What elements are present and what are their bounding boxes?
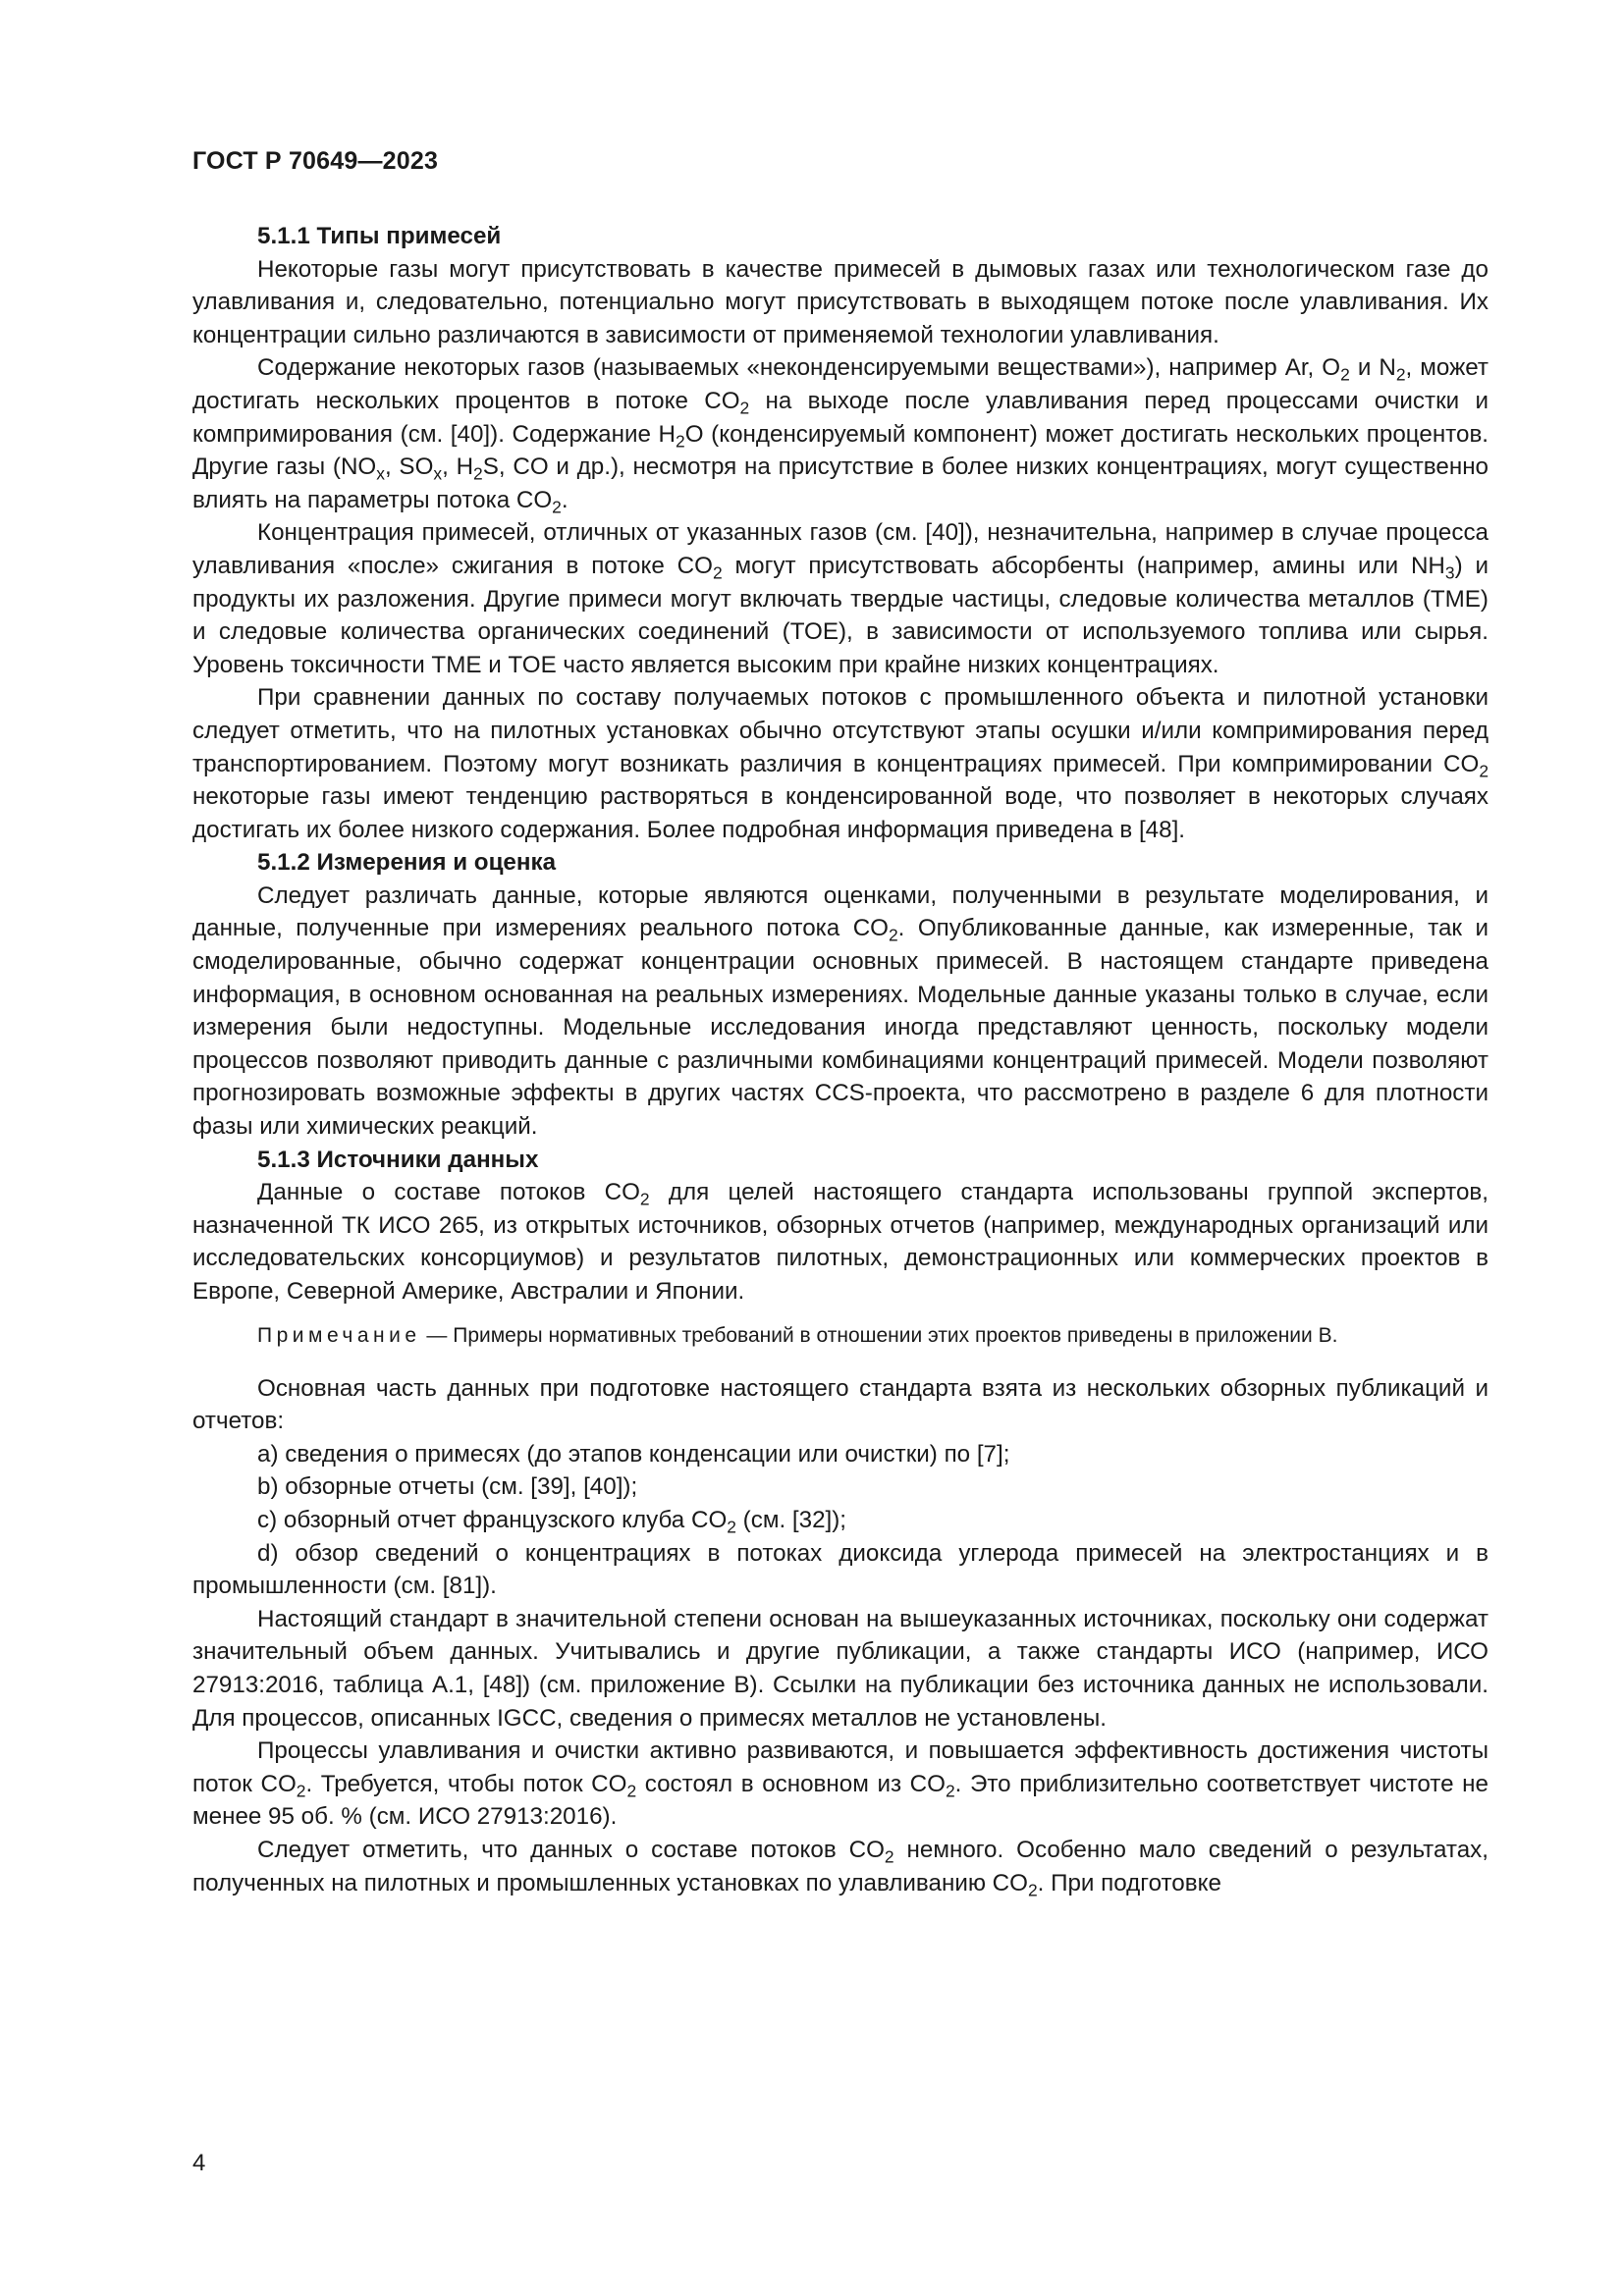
paragraph: Концентрация примесей, отличных от указанных газов (см. [40]), незначительна, например в случае процесса улавливания «после» сжигания в потоке $CO_2$ могут присутствовать абсорбенты (например, амины или $NH_3$) и продукты их разложения. Другие примеси могут включать твердые частицы, следовые количества металлов (TME) и следовые количества органических соединений (TOE), в зависимости от используемого топлива или сырья. Уровень токсичности TME и TOE часто является высоким при крайне низких концентрациях. bbox=[192, 519, 1489, 678]
list-item: d) обзор сведений о концентрациях в потоках диоксида углерода примесей на электростанциях и в промышленности (см. [81]). bbox=[192, 1539, 1489, 1600]
paragraph: Следует различать данные, которые являются оценками, полученными в результате моделирования, и данные, полученные при измерениях реального потока $CO_2$. Опубликованные данные, как измеренные, так и смоделированные, обычно содержат концентрации основных примесей. В настоящем стандарте приведена информация, в основном основанная на реальных измерениях. Модельные данные указаны только в случае, если измерения были недоступны. Модельные исследования иногда представляют ценность, поскольку модели процессов позволяют приводить данные с различными комбинациями концентраций примесей. Модели позволяют прогнозировать возможные эффекты в других частях CCS-проекта, что рассмотрено в разделе 6 для плотности фазы или химических реакций. bbox=[192, 881, 1489, 1141]
section-title-5-1-2: 5.1.2 Измерения и оценка bbox=[257, 849, 557, 877]
note: Примечание — Примеры нормативных требований в отношении этих проектов приведены в приложении В. bbox=[257, 1323, 1338, 1347]
paragraph: Данные о составе потоков $CO_2$ для целей настоящего стандарта использованы группой экспертов, назначенной ТК ИСО 265, из открытых источников, обзорных отчетов (например, международных организаций или исследовательских консорциумов) и результатов пилотных, демонстрационных или коммерческих проектов в Европе, Северной Америке, Австралии и Японии. bbox=[192, 1179, 1489, 1305]
note-label: Примечание bbox=[257, 1323, 421, 1347]
list-item: b) обзорные отчеты (см. [39], [40]); bbox=[257, 1473, 638, 1501]
document-body bbox=[192, 220, 1489, 1899]
paragraph: Основная часть данных при подготовке настоящего стандарта взята из нескольких обзорных публикаций и отчетов: bbox=[192, 1374, 1489, 1435]
paragraph: Настоящий стандарт в значительной степени основан на вышеуказанных источниках, поскольку они содержат значительный объем данных. Учитывались и другие публикации, а также стандарты ИСО (например, ИСО 27913:2016, таблица А.1, [48]) (см. приложение В). Ссылки на публикации без источника данных не использовали. Для процессов, описанных IGCC, сведения о примесях металлов не установлены. bbox=[192, 1605, 1489, 1732]
paragraph: Некоторые газы могут присутствовать в качестве примесей в дымовых газах или технологическом газе до улавливания и, следовательно, потенциально могут присутствовать в выходящем потоке после улавливания. Их концентрации сильно различаются в зависимости от применяемой технологии улавливания. bbox=[192, 255, 1489, 348]
paragraph: Процессы улавливания и очистки активно развиваются, и повышается эффективность достижения чистоты поток $CO_2$. Требуется, чтобы поток $CO_2$ состоял в основном из $CO_2$. Это приблизительно соответствует чистоте не менее 95 об. % (см. ИСО 27913:2016). bbox=[192, 1737, 1489, 1831]
paragraph: Содержание некоторых газов (называемых «неконденсируемыми веществами»), например Ar, $O_2$ и $N_2$, может достигать нескольких процентов в потоке $CO_2$ на выходе после улавливания перед процессами очистки и компримирования (см. [40]). Содержание $H_2O$ (конденсируемый компонент) может достигать нескольких процентов. Другие газы ($NO_x$, $SO_x$, $H_2S$, CO и др.), несмотря на присутствие в более низких концентрациях, могут существенно влиять на параметры потока $CO_2$. bbox=[192, 354, 1489, 517]
paragraph: Следует отметить, что данных о составе потоков $CO_2$ немного. Особенно мало сведений о результатах, полученных на пилотных и промышленных установках по улавливанию $CO_2$. При подготовке bbox=[192, 1836, 1489, 1900]
list-item: a) сведения о примесях (до этапов конденсации или очистки) по [7]; bbox=[257, 1440, 1010, 1468]
page-number: 4 bbox=[192, 2150, 206, 2176]
paragraph: При сравнении данных по составу получаемых потоков с промышленного объекта и пилотной установки следует отметить, что на пилотных установках обычно отсутствуют этапы осушки и/или компримирования перед транспортированием. Поэтому могут возникать различия в концентрациях примесей. При компримировании $CO_2$ некоторые газы имеют тенденцию растворяться в конденсированной воде, что позволяет в некоторых случаях достигать их более низкого содержания. Более подробная информация приведена в [48]. bbox=[192, 684, 1489, 843]
list-item: c) обзорный отчет французского клуба $CO_2$ (см. [32]); bbox=[257, 1506, 847, 1537]
section-title-5-1-1: 5.1.1 Типы примесей bbox=[257, 223, 502, 249]
section-title-5-1-3: 5.1.3 Источники данных bbox=[257, 1146, 539, 1173]
document-header: ГОСТ Р 70649—2023 bbox=[192, 147, 439, 175]
